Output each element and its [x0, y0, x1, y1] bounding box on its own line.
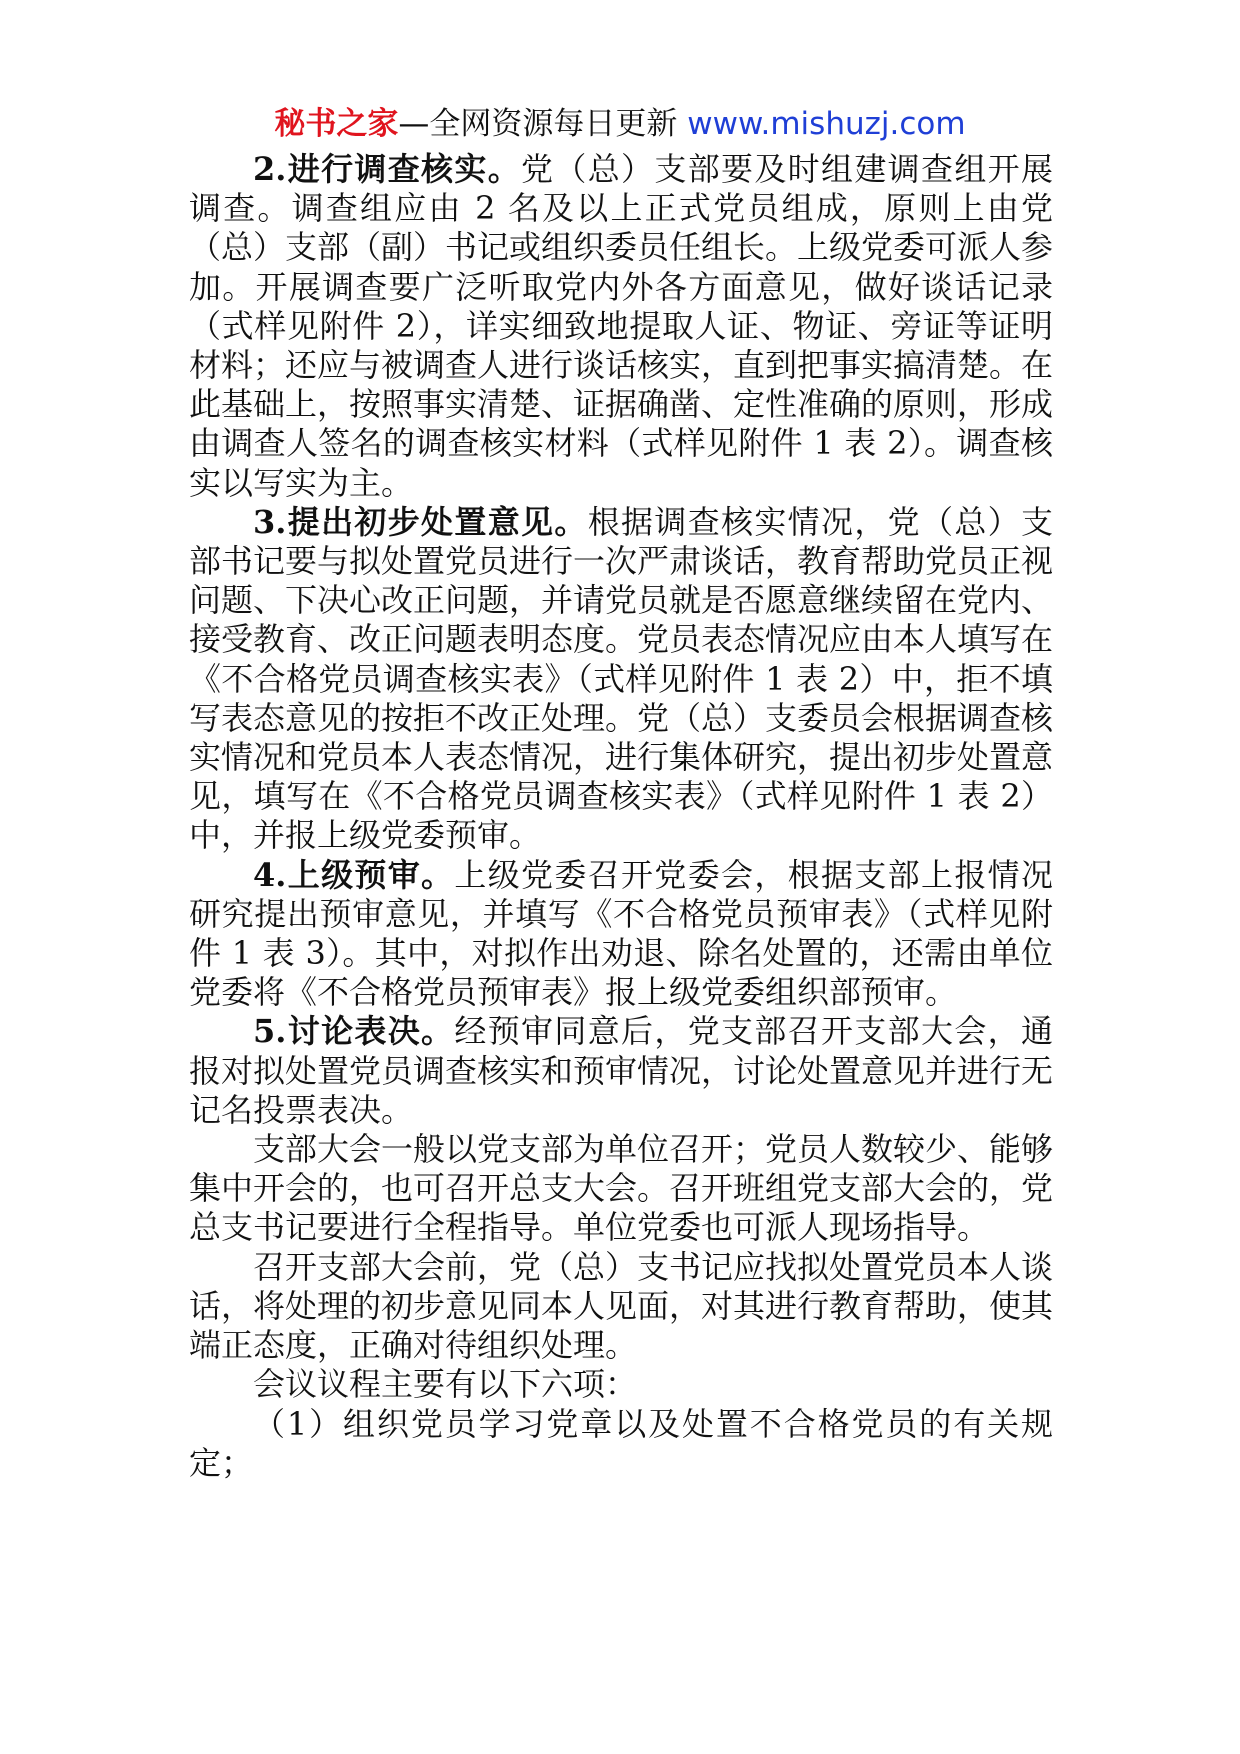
- paragraph-pre-meeting-talk: [189, 1248, 1053, 1366]
- paragraph-heading: 4.上级预审。: [253, 855, 455, 894]
- paragraph-text: 会议议程主要有以下六项：: [253, 1365, 638, 1404]
- header-url-link[interactable]: www.mishuzj.com: [687, 106, 966, 142]
- paragraph-heading: 5.讨论表决。: [253, 1012, 455, 1051]
- document-body: [189, 150, 1053, 1483]
- paragraph-heading: 2.进行调查核实。: [253, 150, 522, 188]
- paragraph-pre-review: [189, 856, 1053, 1013]
- page-header: [0, 104, 1240, 144]
- paragraph-agenda-item-1: [189, 1405, 1053, 1483]
- paragraph-agenda-intro: [189, 1365, 1053, 1404]
- paragraph-text: 经预审同意后，党支部召开支部大会，通报对拟处置党员调查核实和预审情况，讨论处置意见并进行无记名投票表决。: [189, 1012, 1054, 1129]
- paragraph-text: 党（总）支部要及时组建调查组开展调查。调查组应由 2 名及以上正式党员组成，原则上由党（总）支部（副）书记或组织委员任组长。上级党委可派人参加。开展调查要广泛听取党内外各方面意见，做好谈话记录（式样见附件 2），详实细致地提取人证、物证、旁证等证明材料；还应与被调查人进行谈话核实，直到把事实搞清楚。在此基础上，按照事实清楚、证据确凿、定性准确的原则，形成由调查人签名的调查核实材料（式样见附件 1 表 2）。调查核实以写实为主。: [189, 150, 1054, 502]
- brand-name: 秘书之家: [274, 106, 399, 142]
- paragraph-text: 召开支部大会前，党（总）支书记应找拟处置党员本人谈话，将处理的初步意见同本人见面，对其进行教育帮助，使其端正态度，正确对待组织处理。: [189, 1247, 1054, 1365]
- paragraph-initial-opinion: [189, 503, 1053, 856]
- paragraph-branch-meeting: [189, 1130, 1053, 1248]
- header-tagline: —全网资源每日更新: [398, 106, 678, 142]
- paragraph-heading: 3.提出初步处置意见。: [253, 502, 588, 541]
- paragraph-investigation: [189, 150, 1053, 503]
- paragraph-discussion-vote: [189, 1012, 1053, 1130]
- paragraph-text: 支部大会一般以党支部为单位召开；党员人数较少、能够集中开会的，也可召开总支大会。召开班组党支部大会的，党总支书记要进行全程指导。单位党委也可派人现场指导。: [189, 1130, 1054, 1247]
- paragraph-text: 根据调查核实情况，党（总）支部书记要与拟处置党员进行一次严肃谈话，教育帮助党员正视问题、下决心改正问题，并请党员就是否愿意继续留在党内、接受教育、改正问题表明态度。党员表态情况应由本人填写在《不合格党员调查核实表》（式样见附件 1 表 2）中，拒不填写表态意见的按拒不改正处理。党（总）支委员会根据调查核实情况和党员本人表态情况，进行集体研究，提出初步处置意见，填写在《不合格党员调查核实表》（式样见附件 1 表 2）中，并报上级党委预审。: [189, 502, 1054, 855]
- paragraph-text: 上级党委召开党委会，根据支部上报情况研究提出预审意见，并填写《不合格党员预审表》（式样见附件 1 表 3）。其中，对拟作出劝退、除名处置的，还需由单位党委将《不合格党员预审表》报上级党委组织部预审。: [189, 855, 1053, 1012]
- paragraph-text: （1）组织党员学习党章以及处置不合格党员的有关规定；: [189, 1404, 1053, 1482]
